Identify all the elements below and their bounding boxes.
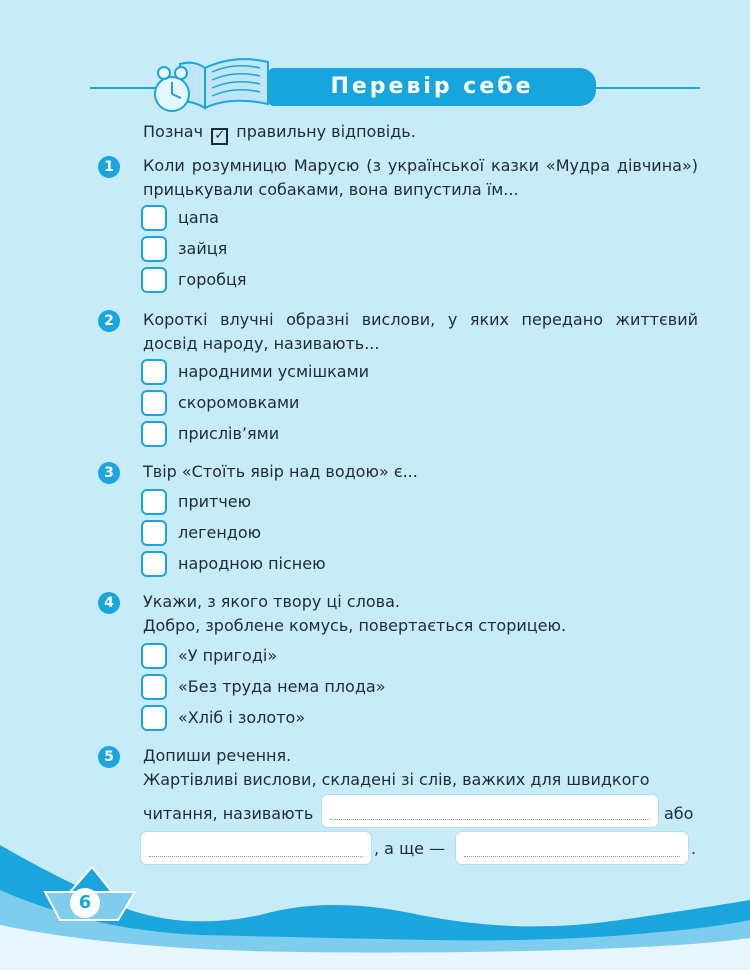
option-label: народними усмішками (178, 362, 370, 381)
option-label: цапа (178, 208, 219, 227)
answer-checkbox[interactable] (141, 267, 167, 293)
option-label: прислів’ями (178, 424, 280, 443)
answer-checkbox[interactable] (141, 390, 167, 416)
answer-checkbox[interactable] (141, 205, 167, 231)
option-label: народною піснею (178, 554, 326, 573)
page-number: 6 (70, 888, 100, 918)
question-text: Укажи, з якого твору ці слова. (143, 592, 400, 611)
option-label: зайця (178, 239, 228, 258)
answer-checkbox[interactable] (141, 643, 167, 669)
sentence-start: читання, називають (143, 804, 314, 823)
answer-checkbox[interactable] (141, 421, 167, 447)
option-label: легендою (178, 523, 262, 542)
sentence-line: Жартівливі вислови, складені зі слів, важких для швидкого (143, 770, 650, 789)
instruction-after: правильну відповідь. (236, 122, 416, 141)
option-label: притчею (178, 492, 252, 511)
option-label: горобця (178, 270, 247, 289)
answer-checkbox[interactable] (141, 551, 167, 577)
answer-checkbox[interactable] (141, 489, 167, 515)
word-also: , а ще — (374, 839, 446, 858)
sentence-end: . (691, 839, 697, 858)
question-number: 3 (98, 462, 120, 484)
option-label: скоромовками (178, 393, 300, 412)
answer-checkbox[interactable] (141, 520, 167, 546)
header-rule-right (590, 87, 700, 89)
quote-text: Добро, зроблене комусь, повертається сторицею. (143, 616, 567, 635)
book-clock-icon (150, 46, 280, 126)
answer-checkbox[interactable] (141, 236, 167, 262)
question-text: Короткі влучні образні вислови, у яких передано життєвий досвід народу, називають... (143, 310, 698, 353)
page-title: Перевір себе (268, 68, 596, 106)
question-number: 4 (98, 592, 120, 614)
option-label: «Без труда нема плода» (178, 677, 386, 696)
answer-checkbox[interactable] (141, 359, 167, 385)
word-or: або (664, 804, 694, 823)
instruction-before: Познач (143, 122, 204, 141)
option-label: «Хліб і золото» (178, 708, 306, 727)
option-label: «У пригоді» (178, 646, 278, 665)
checkbox-icon: ✓ (211, 128, 228, 145)
question-number: 1 (98, 156, 120, 178)
instruction (143, 122, 416, 145)
question-text: Коли розумницю Марусю (з української казки «Мудра дівчина») прицькували собаками, вона випустила їм... (143, 156, 698, 199)
question-number: 5 (98, 746, 120, 768)
question-text: Твір «Стоїть явір над водою» є... (143, 462, 418, 481)
answer-checkbox[interactable] (141, 705, 167, 731)
question-number: 2 (98, 310, 120, 332)
answer-checkbox[interactable] (141, 674, 167, 700)
question-text: Допиши речення. (143, 746, 292, 765)
